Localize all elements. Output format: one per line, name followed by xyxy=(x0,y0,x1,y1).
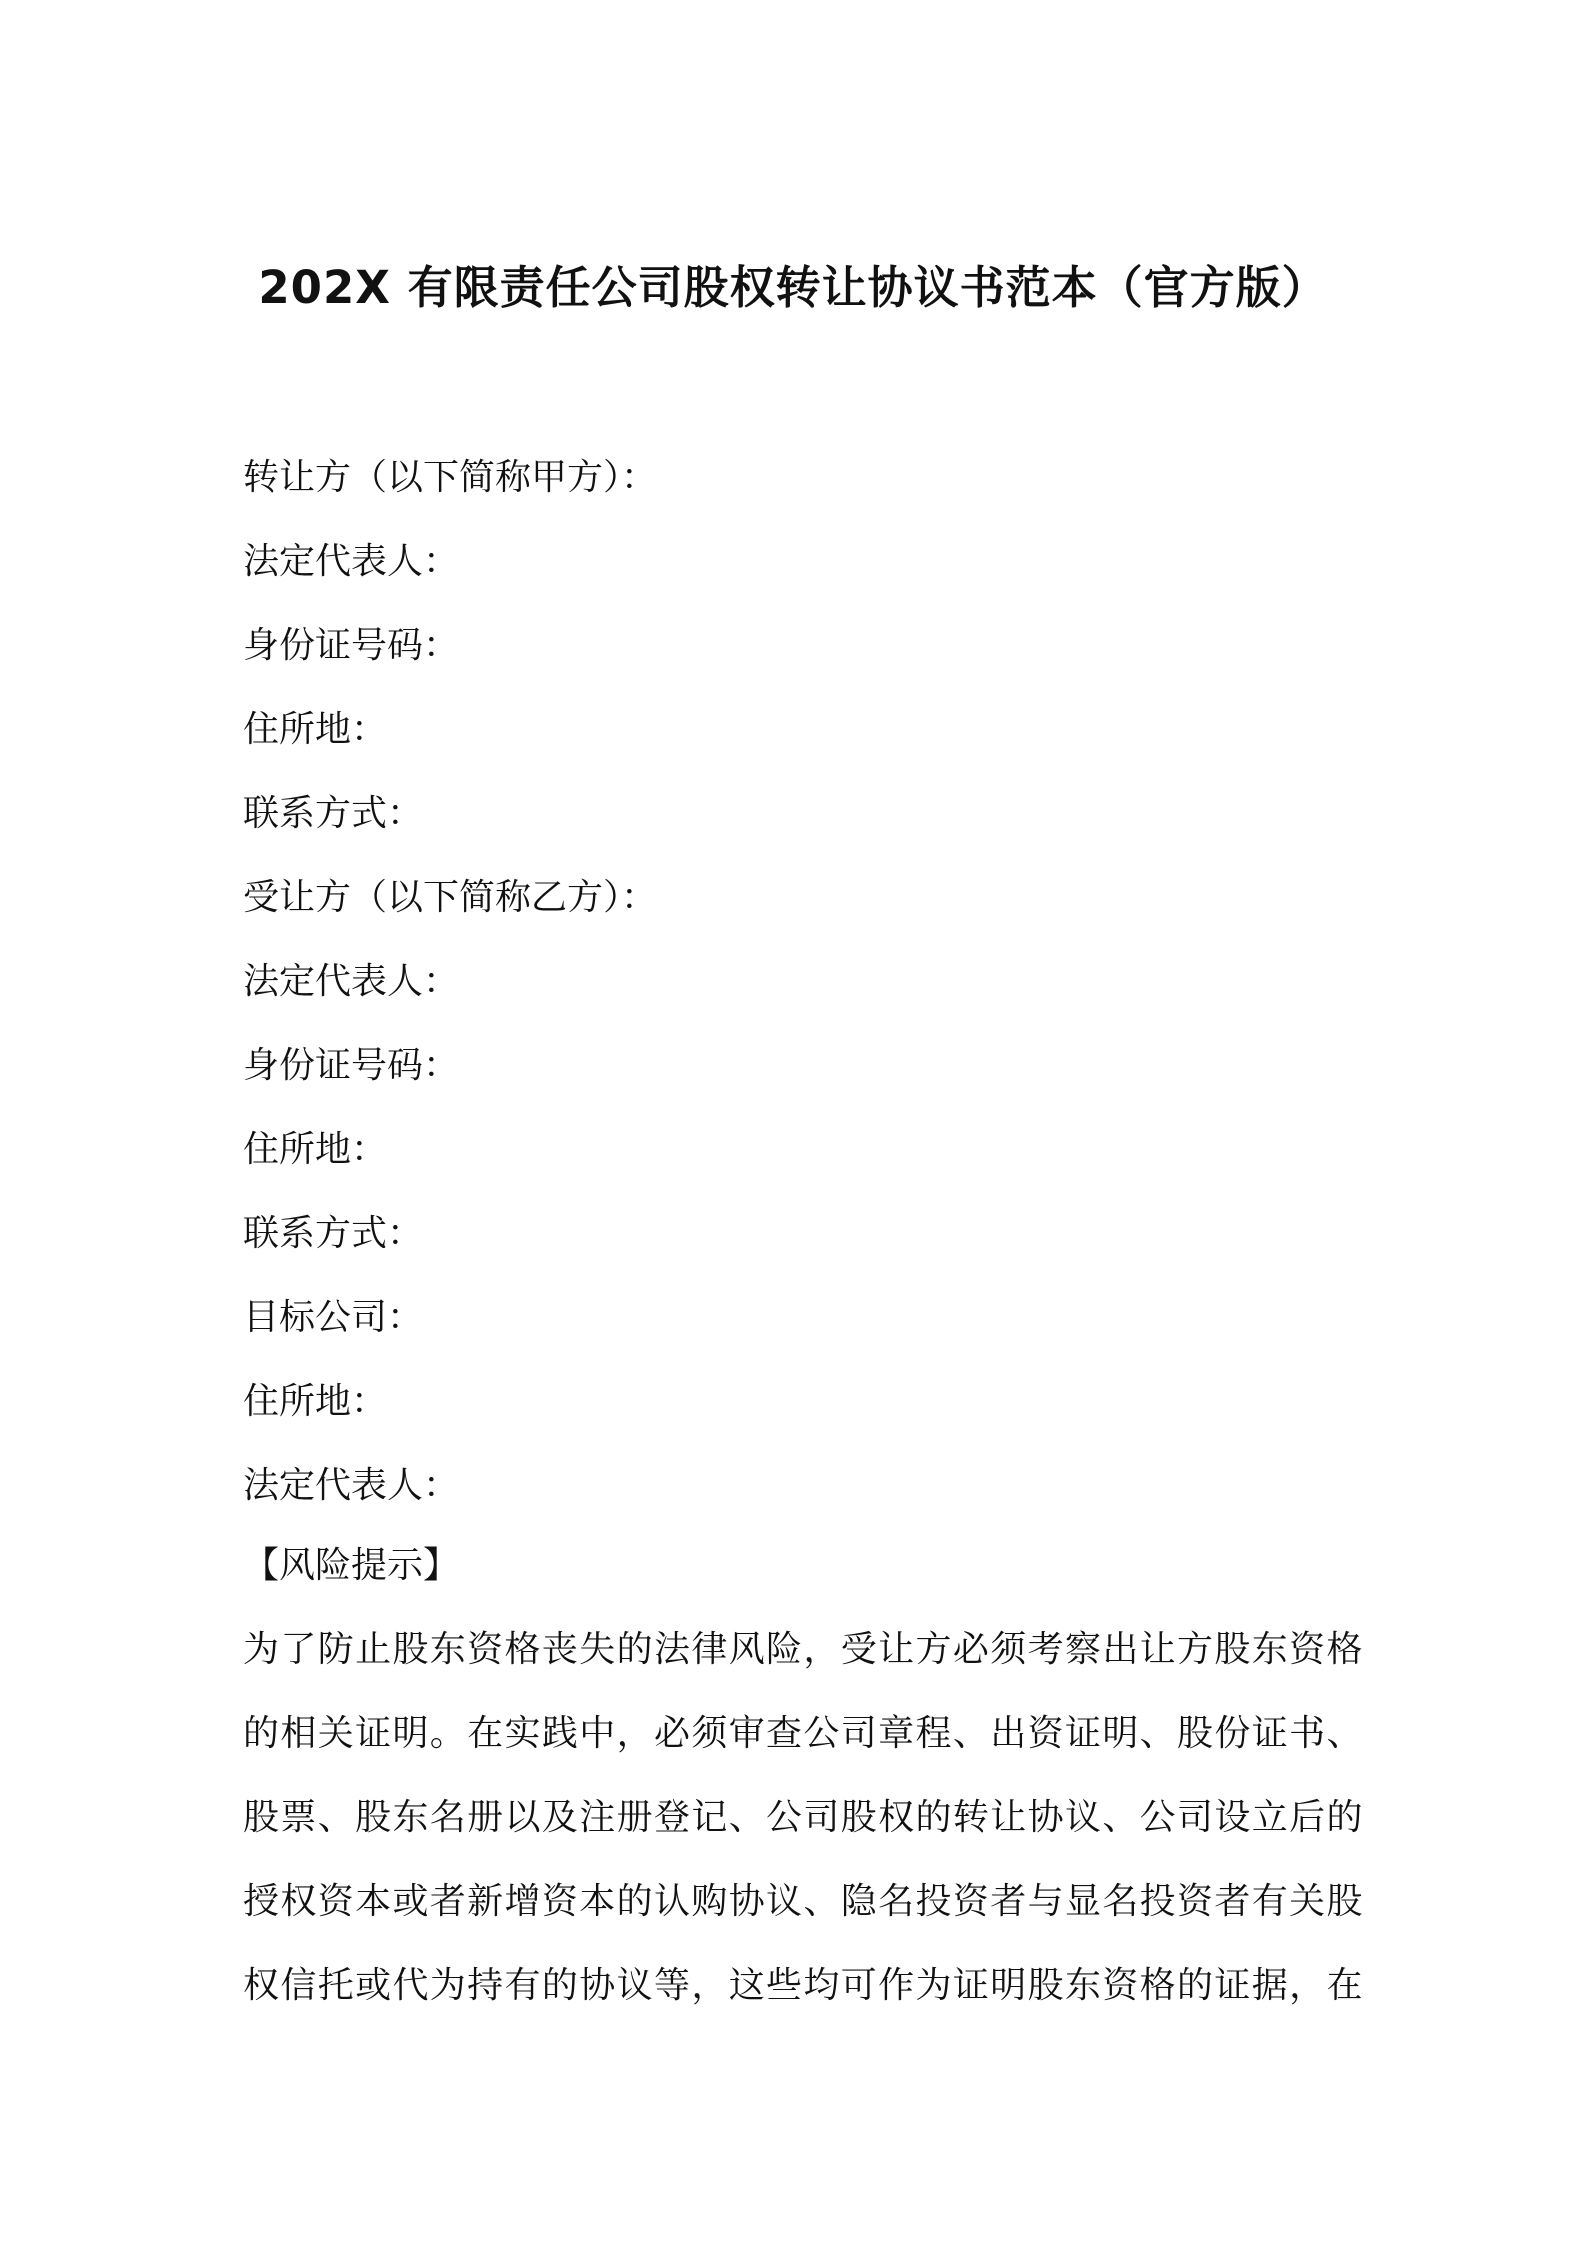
transferor-contact-label: 联系方式： xyxy=(243,793,424,834)
transferee-legal-rep-label: 法定代表人： xyxy=(243,961,460,1002)
transferee-address-label: 住所地： xyxy=(243,1129,388,1170)
target-company-legal-rep-label: 法定代表人： xyxy=(243,1465,460,1506)
transferor-legal-rep-label: 法定代表人： xyxy=(243,541,460,582)
transferor-id-number-label: 身份证号码： xyxy=(243,625,460,666)
paragraph-line: 权信托或代为持有的协议等，这些均可作为证明股东资格的证据，在 xyxy=(243,1965,1363,2006)
transferee-id-number-label: 身份证号码： xyxy=(243,1045,460,1086)
paragraph-line: 授权资本或者新增资本的认购协议、隐名投资者与显名投资者有关股 xyxy=(243,1881,1363,1922)
document-title: 202X 有限责任公司股权转让协议书范本（官方版） xyxy=(258,261,1328,314)
transferee-contact-label: 联系方式： xyxy=(243,1213,424,1254)
paragraph-line: 股票、股东名册以及注册登记、公司股权的转让协议、公司设立后的 xyxy=(243,1797,1363,1838)
target-company-label: 目标公司： xyxy=(243,1297,424,1338)
transferee-label: 受让方（以下简称乙方）： xyxy=(243,877,658,918)
target-company-address-label: 住所地： xyxy=(243,1381,388,1422)
transferor-address-label: 住所地： xyxy=(243,709,388,750)
paragraph-line: 为了防止股东资格丧失的法律风险，受让方必须考察出让方股东资格 xyxy=(243,1629,1363,1670)
risk-notice-paragraph xyxy=(243,1622,1363,2042)
paragraph-line: 的相关证明。在实践中，必须审查公司章程、出资证明、股份证书、 xyxy=(243,1713,1363,1754)
transferor-label: 转让方（以下简称甲方）： xyxy=(243,457,658,498)
risk-notice-heading: 【风险提示】 xyxy=(243,1545,460,1586)
party-info-section xyxy=(243,450,1363,1542)
